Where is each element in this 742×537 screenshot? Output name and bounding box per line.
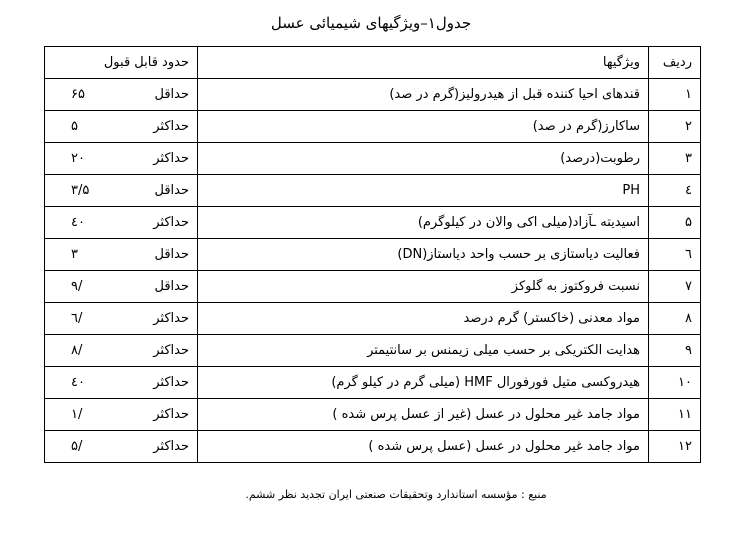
row-property: مواد جامد غیر محلول در عسل (غیر از عسل پرس شده ) [198,399,649,431]
limit-value: /۸ [71,343,83,358]
table-row [45,239,701,271]
limit-label: حداکثر [153,119,189,134]
row-index: ۲ [649,111,701,143]
table-row [45,271,701,303]
row-limit [45,367,198,399]
row-property: قندهای احیا کننده قبل از هیدرولیز(گرم در صد) [198,79,649,111]
row-property: PH [198,175,649,207]
row-index: ۵ [649,207,701,239]
limit-value: /۵ [71,439,83,454]
table-title: جدول۱–ویژگیهای شیمیائی عسل [270,14,472,32]
table-row [45,207,701,239]
row-property: مواد جامد غیر محلول در عسل (عسل پرس شده ) [198,431,649,463]
row-limit [45,271,198,303]
table-row [45,431,701,463]
row-property: فعالیت دیاستازی بر حسب واحد دیاستاز(DN) [198,239,649,271]
limit-label: حداکثر [153,407,189,422]
source-note: منبع : مؤسسه استاندارد وتحقیقات صنعتی ایران تجدید نظر ششم. [245,488,547,501]
limit-label: حداقل [154,279,189,294]
limit-label: حداقل [154,247,189,262]
limit-label: حداکثر [153,151,189,166]
limit-value: ۳/۵ [71,183,90,198]
table-row [45,399,701,431]
limit-value: ٤۰ [71,215,85,230]
row-limit [45,175,198,207]
table-row [45,335,701,367]
row-property: رطوبت(درصد) [198,143,649,175]
row-index: ۳ [649,143,701,175]
table-header-row [45,47,701,79]
row-index: ۸ [649,303,701,335]
limit-label: حداکثر [153,439,189,454]
row-limit [45,79,198,111]
limit-label: حداکثر [153,375,189,390]
header-index: ردیف [649,47,701,79]
row-property: هیدروکسی متیل فورفورال HMF (میلی گرم در کیلو گرم) [198,367,649,399]
chemical-properties-table [44,46,701,463]
limit-label: حداقل [154,183,189,198]
row-index: ۱۱ [649,399,701,431]
limit-value: ٤۰ [71,375,85,390]
table-row [45,111,701,143]
row-limit [45,143,198,175]
row-property: مواد معدنی (خاکستر) گرم درصد [198,303,649,335]
row-limit [45,239,198,271]
row-limit [45,399,198,431]
row-index: ۱۲ [649,431,701,463]
header-limits: حدود قابل قبول [45,47,198,79]
table-row [45,79,701,111]
limit-label: حداکثر [153,311,189,326]
limit-value: ۳ [71,247,78,262]
row-limit [45,303,198,335]
table-row [45,367,701,399]
table-row [45,143,701,175]
row-index: ٦ [649,239,701,271]
limit-value: ۲۰ [71,151,85,166]
limit-value: /۹ [71,279,83,294]
header-property: ویژگیها [198,47,649,79]
row-property: اسیدیته ـآزاد(میلی اکی والان در کیلوگرم) [198,207,649,239]
table-row [45,175,701,207]
row-index: ۱ [649,79,701,111]
limit-value: ۶۵ [71,87,85,102]
table-row [45,303,701,335]
row-property: هدایت الکتریکی بر حسب میلی زیمنس بر سانتیمتر [198,335,649,367]
limit-label: حداکثر [153,343,189,358]
row-index: ۹ [649,335,701,367]
row-limit [45,431,198,463]
row-index: ۷ [649,271,701,303]
limit-value: ۵ [71,119,78,134]
row-property: ساکارز(گرم در صد) [198,111,649,143]
row-property: نسبت فروکتوز به گلوکز [198,271,649,303]
row-index: ۱۰ [649,367,701,399]
row-limit [45,335,198,367]
row-limit [45,111,198,143]
row-index: ٤ [649,175,701,207]
limit-label: حداکثر [153,215,189,230]
limit-value: /٦ [71,311,83,326]
limit-value: /۱ [71,407,83,422]
row-limit [45,207,198,239]
limit-label: حداقل [154,87,189,102]
